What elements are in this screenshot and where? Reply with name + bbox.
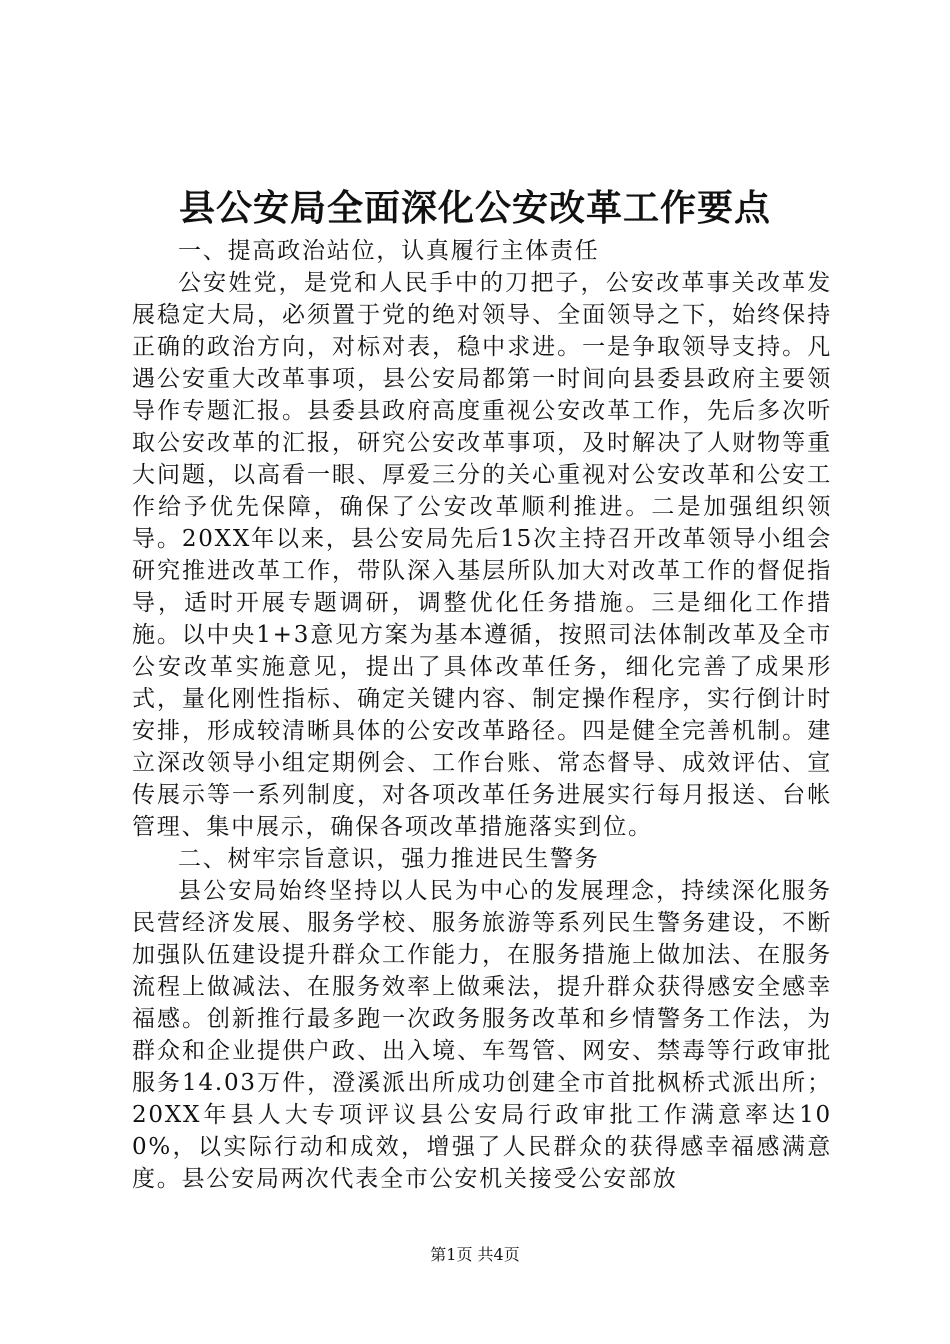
section-paragraph-1: 公安姓党，是党和人民手中的刀把子，公安改革事关改革发展稳定大局，必须置于党的绝对领导、全面领导之下，始终保持正确的政治方向，对标对表，稳中求进。一是争取领导支持。凡遇公安重大改革事项，县公安局都第一时间向县委县政府主要领导作专题汇报。县委县政府高度重视公安改革工作，先后多次听取公安改革的汇报，研究公安改革事项，及时解决了人财物等重大问题，以高看一眼、厚爱三分的关心重视对公安改革和公安工作给予优先保障，确保了公安改革顺利推进。二是加强组织领导。20XX年以来，县公安局先后15次主持召开改革领导小组会研究推进改革工作，带队深入基层所队加大对改革工作的督促指导，适时开展专题调研，调整优化任务措施。三是细化工作措施。以中央1+3意见方案为基本遵循，按照司法体制改革及全市公安改革实施意见，提出了具体改革任务，细化完善了成果形式，量化刚性指标、确定关键内容、制定操作程序，实行倒计时安排，形成较清晰具体的公安改革路径。四是健全完善机制。建立深改领导小组定期例会、工作台账、常态督导、成效评估、宣传展示等一系列制度，对各项改革任务进展实行每月报送、台帐管理、集中展示，确保各项改革措施落实到位。 — [132, 270, 832, 840]
section-heading-2: 二、树牢宗旨意识，强力推进民生警务 — [178, 846, 600, 872]
page-footer: 第1页 共4页 — [430, 1245, 520, 1264]
section-paragraph-2: 县公安局始终坚持以人民为中心的发展理念，持续深化服务民营经济发展、服务学校、服务旅游等系列民生警务建设，不断加强队伍建设提升群众工作能力，在服务措施上做加法、在服务流程上做减法、在服务效率上做乘法，提升群众获得感安全感幸福感。创新推行最多跑一次政务服务改革和乡情警务工作法，为群众和企业提供户政、出入境、车驾管、网安、禁毒等行政审批服务14.03万件，澄溪派出所成功创建全市首批枫桥式派出所；20XX年县人大专项评议县公安局行政审批工作满意率达100%，以实际行动和成效，增强了人民群众的获得感幸福感满意度。县公安局两次代表全市公安机关接受公安部放 — [132, 878, 832, 1192]
document-body — [132, 235, 832, 1195]
document-title: 县公安局全面深化公安改革工作要点 — [178, 187, 771, 229]
section-heading-1: 一、提高政治站位，认真履行主体责任 — [178, 238, 600, 264]
